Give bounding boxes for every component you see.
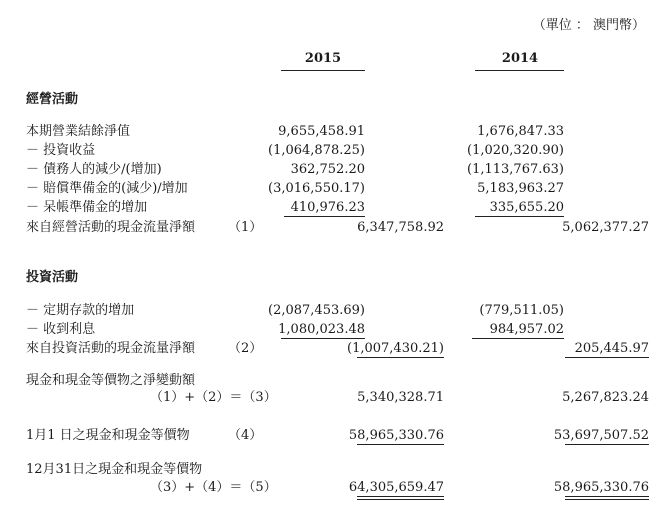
opening-label: 1月1 日之現金和現金等價物 (26, 428, 190, 443)
op-total-2014: 5,062,377.27 (562, 220, 649, 235)
closing-formula: （3）+（4）＝（5） (150, 480, 277, 495)
inv-row-label: － 定期存款的增加 (26, 303, 135, 318)
op-row-label: － 投資收益 (26, 143, 96, 158)
inv-total-2014: 205,445.97 (574, 341, 649, 356)
opening-underline-2015 (357, 444, 444, 445)
op-row-value-2014: 1,676,847.33 (477, 124, 564, 139)
op-row-label: － 賠償準備金的(減少)/增加 (26, 181, 188, 196)
op-row-value-2015: (3,016,550.17) (268, 181, 365, 196)
op-row-value-2014: 335,655.20 (489, 200, 564, 215)
header-2014-underline (475, 70, 564, 71)
net-change-label: 現金和現金等價物之淨變動額 (26, 373, 196, 388)
opening-2015: 58,965,330.76 (348, 428, 444, 443)
op-total-ref: （1） (228, 220, 263, 235)
op-row-value-2015: (1,064,878.25) (268, 143, 365, 158)
inv-total-label: 來自投資活動的現金流量淨額 (26, 341, 196, 356)
net-change-formula: （1）+（2）＝（3） (150, 390, 277, 405)
unit-note: （單位 ： 澳門幣） (532, 18, 645, 33)
closing-2015: 64,305,659.47 (348, 480, 444, 495)
inv-total-underline-2014 (565, 357, 649, 358)
op-row-label: － 呆帳準備金的增加 (26, 200, 148, 215)
opening-underline-2014 (565, 444, 649, 445)
op-row-value-2014: (1,113,767.63) (467, 162, 564, 177)
op-row-value-2014: 5,183,963.27 (477, 181, 564, 196)
closing-2014: 58,965,330.76 (553, 480, 649, 495)
opening-2014: 53,697,507.52 (553, 428, 649, 443)
inv-subtotal-underline-2014 (472, 338, 564, 339)
inv-row-label: － 收到利息 (26, 322, 96, 337)
net-change-2014: 5,267,823.24 (562, 390, 649, 405)
closing-double-underline-2014 (565, 496, 649, 500)
op-subtotal-underline-2014 (475, 216, 564, 217)
inv-subtotal-underline-2015 (281, 338, 365, 339)
op-subtotal-underline-2015 (284, 216, 365, 217)
section-title-operating: 經營活動 (26, 92, 79, 107)
net-change-2015: 5,340,328.71 (357, 390, 444, 405)
op-row-value-2014: (1,020,320.90) (467, 143, 564, 158)
closing-label: 12月31日之現金和現金等價物 (26, 462, 203, 477)
op-total-label: 來自經營活動的現金流量淨額 (26, 220, 196, 235)
inv-total-underline-2015 (357, 357, 444, 358)
inv-row-value-2014: 984,957.02 (489, 322, 564, 337)
header-2015-underline (281, 70, 365, 71)
inv-row-value-2015: 1,080,023.48 (278, 322, 365, 337)
opening-ref: （4） (228, 428, 263, 443)
inv-total-ref: （2） (228, 341, 263, 356)
op-row-label: 本期營業結餘淨值 (26, 124, 131, 139)
op-row-value-2015: 9,655,458.91 (278, 124, 365, 139)
op-row-value-2015: 362,752.20 (290, 162, 365, 177)
section-title-investing: 投資活動 (26, 270, 79, 285)
inv-total-2015: (1,007,430.21) (347, 341, 444, 356)
inv-row-value-2015: (2,087,453.69) (268, 303, 365, 318)
op-total-2015: 6,347,758.92 (357, 220, 444, 235)
inv-row-value-2014: (779,511.05) (479, 303, 564, 318)
closing-double-underline-2015 (357, 496, 444, 500)
header-2015: 2015 (304, 51, 342, 66)
op-row-label: － 債務人的減少/(增加) (26, 162, 162, 177)
header-2014: 2014 (501, 51, 539, 66)
op-row-value-2015: 410,976.23 (290, 200, 365, 215)
